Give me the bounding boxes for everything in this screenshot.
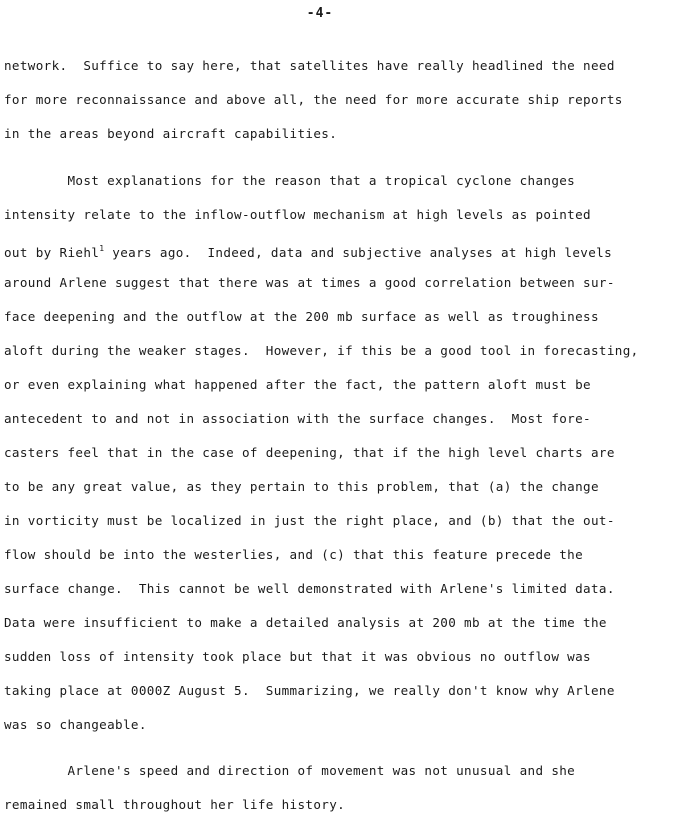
footnote-ref: 1 [99,244,105,253]
text-line: around Arlene suggest that there was at times a good correlation between sur- [4,275,615,290]
text-line: was so changeable. [4,717,147,732]
text-line: intensity relate to the inflow-outflow mechanism at high levels as pointed [4,207,591,222]
text-line: to be any great value, as they pertain to this problem, that (a) the change [4,479,599,494]
text-line-with-footnote [4,241,612,261]
text-line: sudden loss of intensity took place but that it was obvious no outflow was [4,649,591,664]
text-line: taking place at 0000Z August 5. Summarizing, we really don't know why Arlene [4,683,615,698]
text-line: casters feel that in the case of deepening, that if the high level charts are [4,445,615,460]
text-line: flow should be into the westerlies, and (c) that this feature precede the [4,547,584,562]
text-segment: years ago. Indeed, data and subjective analyses at high levels [104,245,613,260]
text-segment: out by Riehl [4,245,100,260]
text-line: remained small throughout her life history. [4,797,346,812]
text-line: aloft during the weaker stages. However, if this be a good tool in forecasting, [4,343,639,358]
text-line: surface change. This cannot be well demonstrated with Arlene's limited data. [4,581,615,596]
text-line: Arlene's speed and direction of movement was not unusual and she [4,763,576,778]
text-line: or even explaining what happened after the fact, the pattern aloft must be [4,377,591,392]
text-line: for more reconnaissance and above all, the need for more accurate ship reports [4,92,623,107]
page-number: -4- [306,6,334,21]
text-line: antecedent to and not in association with the surface changes. Most fore- [4,411,591,426]
text-line: Data were insufficient to make a detailed analysis at 200 mb at the time the [4,615,607,630]
text-line: Most explanations for the reason that a tropical cyclone changes [4,173,576,188]
text-line: in vorticity must be localized in just the right place, and (b) that the out- [4,513,615,528]
text-line: network. Suffice to say here, that satellites have really headlined the need [4,58,615,73]
text-line: in the areas beyond aircraft capabilities. [4,126,338,141]
text-line: face deepening and the outflow at the 200 mb surface as well as troughiness [4,309,599,324]
